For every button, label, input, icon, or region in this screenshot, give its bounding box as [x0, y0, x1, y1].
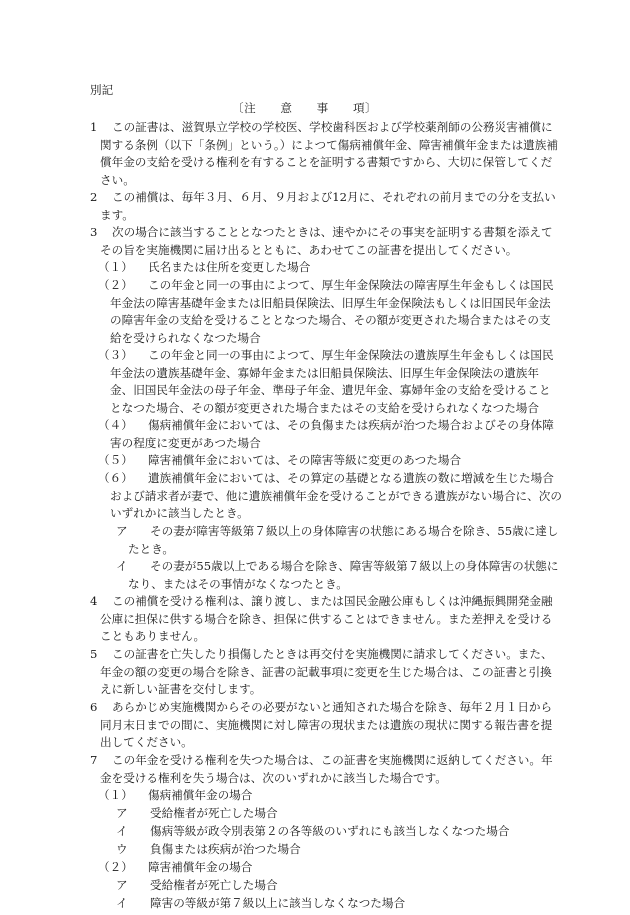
sub-item-text: 傷病補償年金の場合 [148, 788, 253, 802]
sub-item-number: （１） [98, 788, 133, 802]
item-text: この証書を亡失したり損傷したときは再交付を実施機関に請求してください。また、年金の額の変更の場合を除き、証書の記載事項に変更を生じた場合は、この証書と引換えに新しい証書を交付します。 [100, 647, 553, 696]
sub-item-number: （１） [98, 260, 133, 274]
sub-item-text: 障害補償年金の場合 [148, 860, 253, 874]
sub-item-number: （２） [98, 278, 133, 292]
sub-item-3-1 [98, 259, 562, 277]
notice-item-2 [90, 189, 562, 224]
sub-item-7-1 [98, 787, 562, 805]
item-text: この年金を受ける権利を失つた場合は、この証書を実施機関に返納してください。年金を受ける権利を失う場合は、次のいずれかに該当した場合です。 [100, 753, 553, 785]
sub-item-text: 障害補償年金においては、その障害等級に変更のあつた場合 [148, 453, 462, 467]
kana-item-7-1-u [116, 841, 562, 859]
sub-item-3-4 [98, 417, 562, 452]
item-number: 6 [90, 700, 98, 714]
sub-item-number: （６） [98, 471, 133, 485]
kana-item-text: 受給権者が死亡した場合 [150, 806, 278, 820]
notice-item-5 [90, 646, 562, 699]
sub-item-text: この年金と同一の事由によつて、厚生年金保険法の障害厚生年金もしくは国民年金法の障害基礎年金または旧船員保険法、旧厚生年金保険法もしくは旧国民年金法の障害年金の支給を受けることとなつた場合、その額が変更された場合またはその支給を受けられなくなつた場合 [110, 278, 554, 345]
kana-item-7-2-i [116, 895, 562, 913]
item-number: 2 [90, 190, 98, 204]
item-text: この補償を受ける権利は、譲り渡し、または国民金融公庫もしくは沖縄振興開発金融公庫に担保に供する場合を除き、担保に供することはできません。また差押えを受けることもありません。 [100, 594, 553, 643]
kana-item-marker: イ [116, 896, 128, 910]
kana-item-text: その妻が障害等級第７級以上の身体障害の状態にある場合を除き、55歳に達したとき。 [128, 524, 559, 556]
sub-item-7-2 [98, 859, 562, 877]
sub-item-3-3 [98, 347, 562, 417]
kana-item-marker: ア [116, 524, 128, 538]
kana-item-text: 障害の等級が第７級以上に該当しなくなつた場合 [150, 896, 406, 910]
item-text: この証書は、滋賀県立学校の学校医、学校歯科医および学校薬剤師の公務災害補償に関する条例（以下「条例」という。）によつて傷病補償年金、障害補償年金または遺族補償年金の支給を受ける権利を有することを証明する書類ですから、大切に保管してください。 [100, 120, 558, 187]
sub-item-text: 傷病補償年金においては、その負傷または疾病が治つた場合およびその身体障害の程度に変更があつた場合 [110, 418, 554, 450]
kana-item-marker: イ [116, 559, 128, 573]
kana-item-marker: ア [116, 806, 128, 820]
sub-item-number: （３） [98, 348, 133, 362]
item-number: 1 [90, 120, 98, 134]
kana-item-text: 傷病等級が政令別表第２の各等級のいずれにも該当しなくなつた場合 [150, 824, 510, 838]
sub-item-number: （４） [98, 418, 133, 432]
notice-item-1 [90, 119, 562, 189]
sub-item-text: 遺族補償年金においては、その算定の基礎となる遺族の数に増減を生じた場合および請求者が妻で、他に遺族補償年金を受けることができる遺族がない場合に、次のいずれかに該当したとき。 [110, 471, 562, 520]
sub-item-3-5 [98, 452, 562, 470]
kana-item-text: その妻が55歳以上である場合を除き、障害等級第７級以上の身体障害の状態になり、またはその事情がなくなつたとき。 [128, 559, 559, 591]
sub-item-3-6 [98, 470, 562, 523]
kana-item-3-6-a [116, 523, 562, 558]
notice-item-7 [90, 752, 562, 787]
document-title: 〔注 意 事 項〕 [232, 101, 378, 115]
kana-item-text: 負傷または疾病が治つた場合 [150, 842, 301, 856]
notice-item-3 [90, 224, 562, 259]
item-number: 5 [90, 647, 98, 661]
item-text: 次の場合に該当することとなつたときは、速やかにその事実を証明する書類を添えてその旨を実施機関に届け出るとともに、あわせてこの証書を提出してください。 [100, 225, 553, 257]
kana-item-3-6-i [116, 558, 562, 593]
notice-item-6 [90, 699, 562, 752]
kana-item-7-1-a [116, 805, 562, 823]
item-text: この補償は、毎年３月、６月、９月および12月に、それぞれの前月までの分を支払います。 [100, 190, 556, 222]
sub-item-number: （５） [98, 453, 133, 467]
item-text: あらかじめ実施機関からその必要がないと通知された場合を除き、毎年２月１日から同月末日までの間に、実施機関に対し障害の現状または遺族の現状に関する報告書を提出してください。 [100, 700, 553, 749]
sub-item-number: （２） [98, 860, 133, 874]
item-number: 4 [90, 594, 98, 608]
item-number: 3 [90, 225, 98, 239]
notice-item-4 [90, 593, 562, 646]
kana-item-marker: ウ [116, 842, 128, 856]
item-number: 7 [90, 753, 98, 767]
sub-item-text: 氏名または住所を変更した場合 [148, 260, 311, 274]
kana-item-marker: ア [116, 878, 128, 892]
kana-item-text: 受給権者が死亡した場合 [150, 878, 278, 892]
kana-item-7-2-a [116, 877, 562, 895]
sub-item-3-2 [98, 277, 562, 347]
appendix-label: 別記 [90, 83, 114, 97]
kana-item-marker: イ [116, 824, 128, 838]
kana-item-7-1-i [116, 823, 562, 841]
sub-item-text: この年金と同一の事由によつて、厚生年金保険法の遺族厚生年金もしくは国民年金法の遺族基礎年金、寡婦年金または旧船員保険法、旧厚生年金保険法の遺族年金、旧国民年金法の母子年金、準母子年金、遺児年金、寡婦年金の支給を受けることとなつた場合、その額が変更された場合またはその支給を受けられなくなつた場合 [110, 348, 554, 415]
